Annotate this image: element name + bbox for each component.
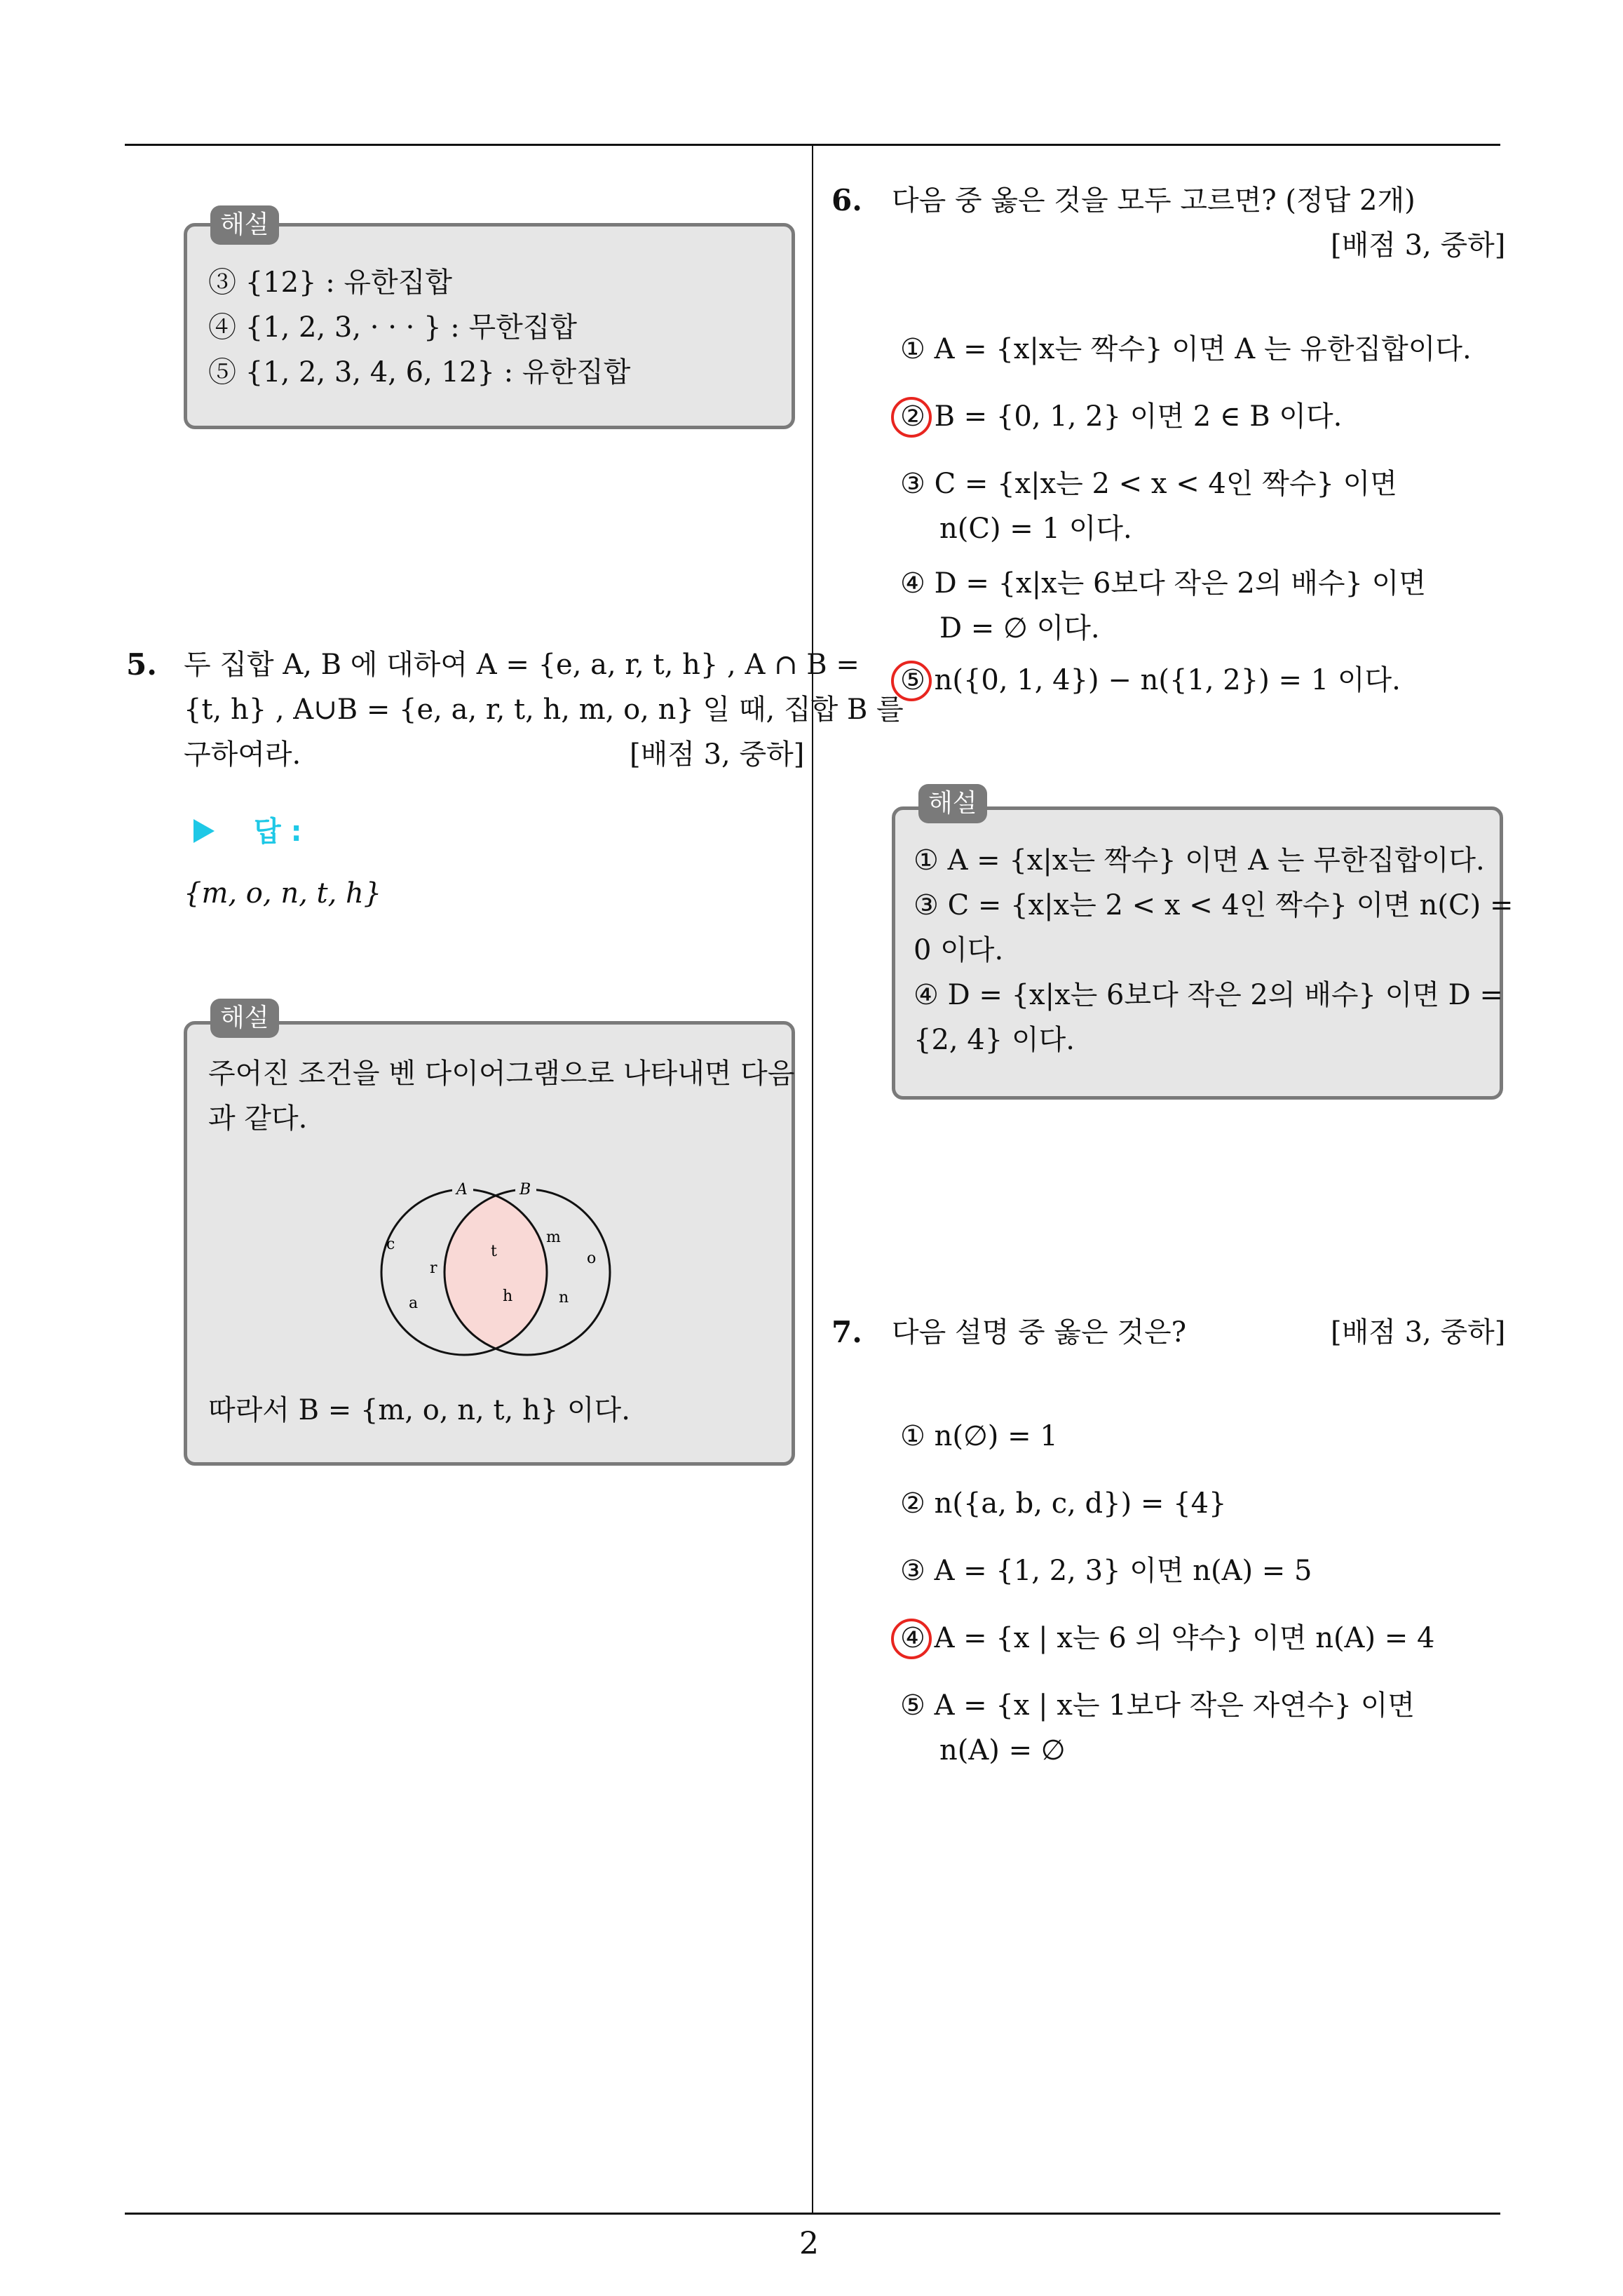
question-text-line: 구하여라. bbox=[184, 738, 301, 771]
venn-diagram bbox=[362, 1177, 636, 1360]
venn-element: h bbox=[503, 1288, 513, 1305]
option-1: ① A = {x|x는 짝수} 이면 A 는 유한집합이다. bbox=[900, 333, 1472, 365]
solution-line: 과 같다. bbox=[208, 1102, 308, 1135]
option-5-cont: n(A) = ∅ bbox=[939, 1734, 1066, 1767]
venn-element: a bbox=[409, 1295, 419, 1312]
question-number: 6. bbox=[831, 183, 862, 217]
option-2: ② n({a, b, c, d}) = {4} bbox=[900, 1487, 1227, 1520]
option-1: ① n(∅) = 1 bbox=[900, 1420, 1058, 1452]
question-number: 5. bbox=[126, 647, 157, 682]
solution-line: {2, 4} 이다. bbox=[914, 1024, 1075, 1056]
question-text: 다음 중 옳은 것을 모두 고르면? (정답 2개) bbox=[892, 184, 1415, 217]
solution-line: ③ {12} : 유한집합 bbox=[208, 266, 452, 299]
option-4: ④ A = {x | x는 6 의 약수} 이면 n(A) = 4 bbox=[900, 1622, 1435, 1654]
answer-label: 답 : bbox=[254, 816, 302, 848]
solution-box-q4 bbox=[184, 223, 795, 429]
venn-element: m bbox=[546, 1229, 561, 1246]
venn-element: c bbox=[386, 1236, 395, 1253]
answer-mark-circle bbox=[891, 397, 932, 438]
question-text-line: 두 집합 A, B 에 대하여 A = {e, a, r, t, h} , A ∩ B = bbox=[184, 649, 860, 681]
venn-element: r bbox=[430, 1260, 437, 1277]
venn-element: t bbox=[491, 1243, 497, 1260]
option-4-cont: D = ∅ 이다. bbox=[939, 612, 1100, 644]
answer-mark-circle bbox=[891, 1619, 932, 1659]
solution-box-q5 bbox=[184, 1021, 795, 1466]
solution-conclusion: 따라서 B = {m, o, n, t, h} 이다. bbox=[208, 1394, 630, 1426]
answer-mark-circle bbox=[891, 661, 932, 701]
option-3-cont: n(C) = 1 이다. bbox=[939, 513, 1132, 545]
answer-value: {m, o, n, t, h} bbox=[184, 877, 382, 910]
option-5: ⑤ n({0, 1, 4}) − n({1, 2}) = 1 이다. bbox=[900, 664, 1401, 696]
answer-arrow-icon bbox=[193, 819, 215, 843]
solution-box-q6 bbox=[892, 806, 1514, 1100]
venn-label-b: B bbox=[520, 1181, 531, 1198]
bottom-rule bbox=[125, 2213, 1500, 2215]
page-number: 2 bbox=[799, 2226, 819, 2262]
venn-element: n bbox=[559, 1289, 569, 1306]
solution-tag: 해설 bbox=[210, 999, 279, 1038]
option-3: ③ C = {x|x는 2 < x < 4인 짝수} 이면 bbox=[900, 468, 1397, 500]
solution-line: ④ {1, 2, 3, · · · } : 무한집합 bbox=[208, 311, 578, 344]
solution-line: 0 이다. bbox=[914, 934, 1004, 966]
solution-line: ④ D = {x|x는 6보다 작은 2의 배수} 이면 D = bbox=[914, 979, 1503, 1011]
column-divider bbox=[812, 144, 813, 2214]
solution-line: ③ C = {x|x는 2 < x < 4인 짝수} 이면 n(C) = bbox=[914, 889, 1514, 921]
option-5: ⑤ A = {x | x는 1보다 작은 자연수} 이면 bbox=[900, 1689, 1415, 1722]
option-4: ④ D = {x|x는 6보다 작은 2의 배수} 이면 bbox=[900, 567, 1426, 600]
question-score: [배점 3, 중하] bbox=[630, 738, 805, 771]
venn-label-a: A bbox=[456, 1181, 468, 1198]
solution-line: ⑤ {1, 2, 3, 4, 6, 12} : 유한집합 bbox=[208, 356, 631, 389]
option-3: ③ A = {1, 2, 3} 이면 n(A) = 5 bbox=[900, 1555, 1312, 1587]
solution-line: 주어진 조건을 벤 다이어그램으로 나타내면 다음 bbox=[208, 1058, 795, 1090]
question-score: [배점 3, 중하] bbox=[1331, 229, 1506, 262]
solution-tag: 해설 bbox=[918, 784, 987, 823]
question-text: 다음 설명 중 옳은 것은? bbox=[892, 1316, 1187, 1349]
solution-line: ① A = {x|x는 짝수} 이면 A 는 무한집합이다. bbox=[914, 844, 1485, 877]
option-2: ② B = {0, 1, 2} 이면 2 ∈ B 이다. bbox=[900, 400, 1343, 433]
question-text-line: {t, h} , A∪B = {e, a, r, t, h, m, o, n} 일 때, 집합 B 를 bbox=[184, 694, 904, 726]
question-score: [배점 3, 중하] bbox=[1331, 1316, 1506, 1349]
venn-element: o bbox=[587, 1250, 597, 1267]
solution-tag: 해설 bbox=[210, 205, 279, 245]
question-number: 7. bbox=[831, 1315, 862, 1349]
